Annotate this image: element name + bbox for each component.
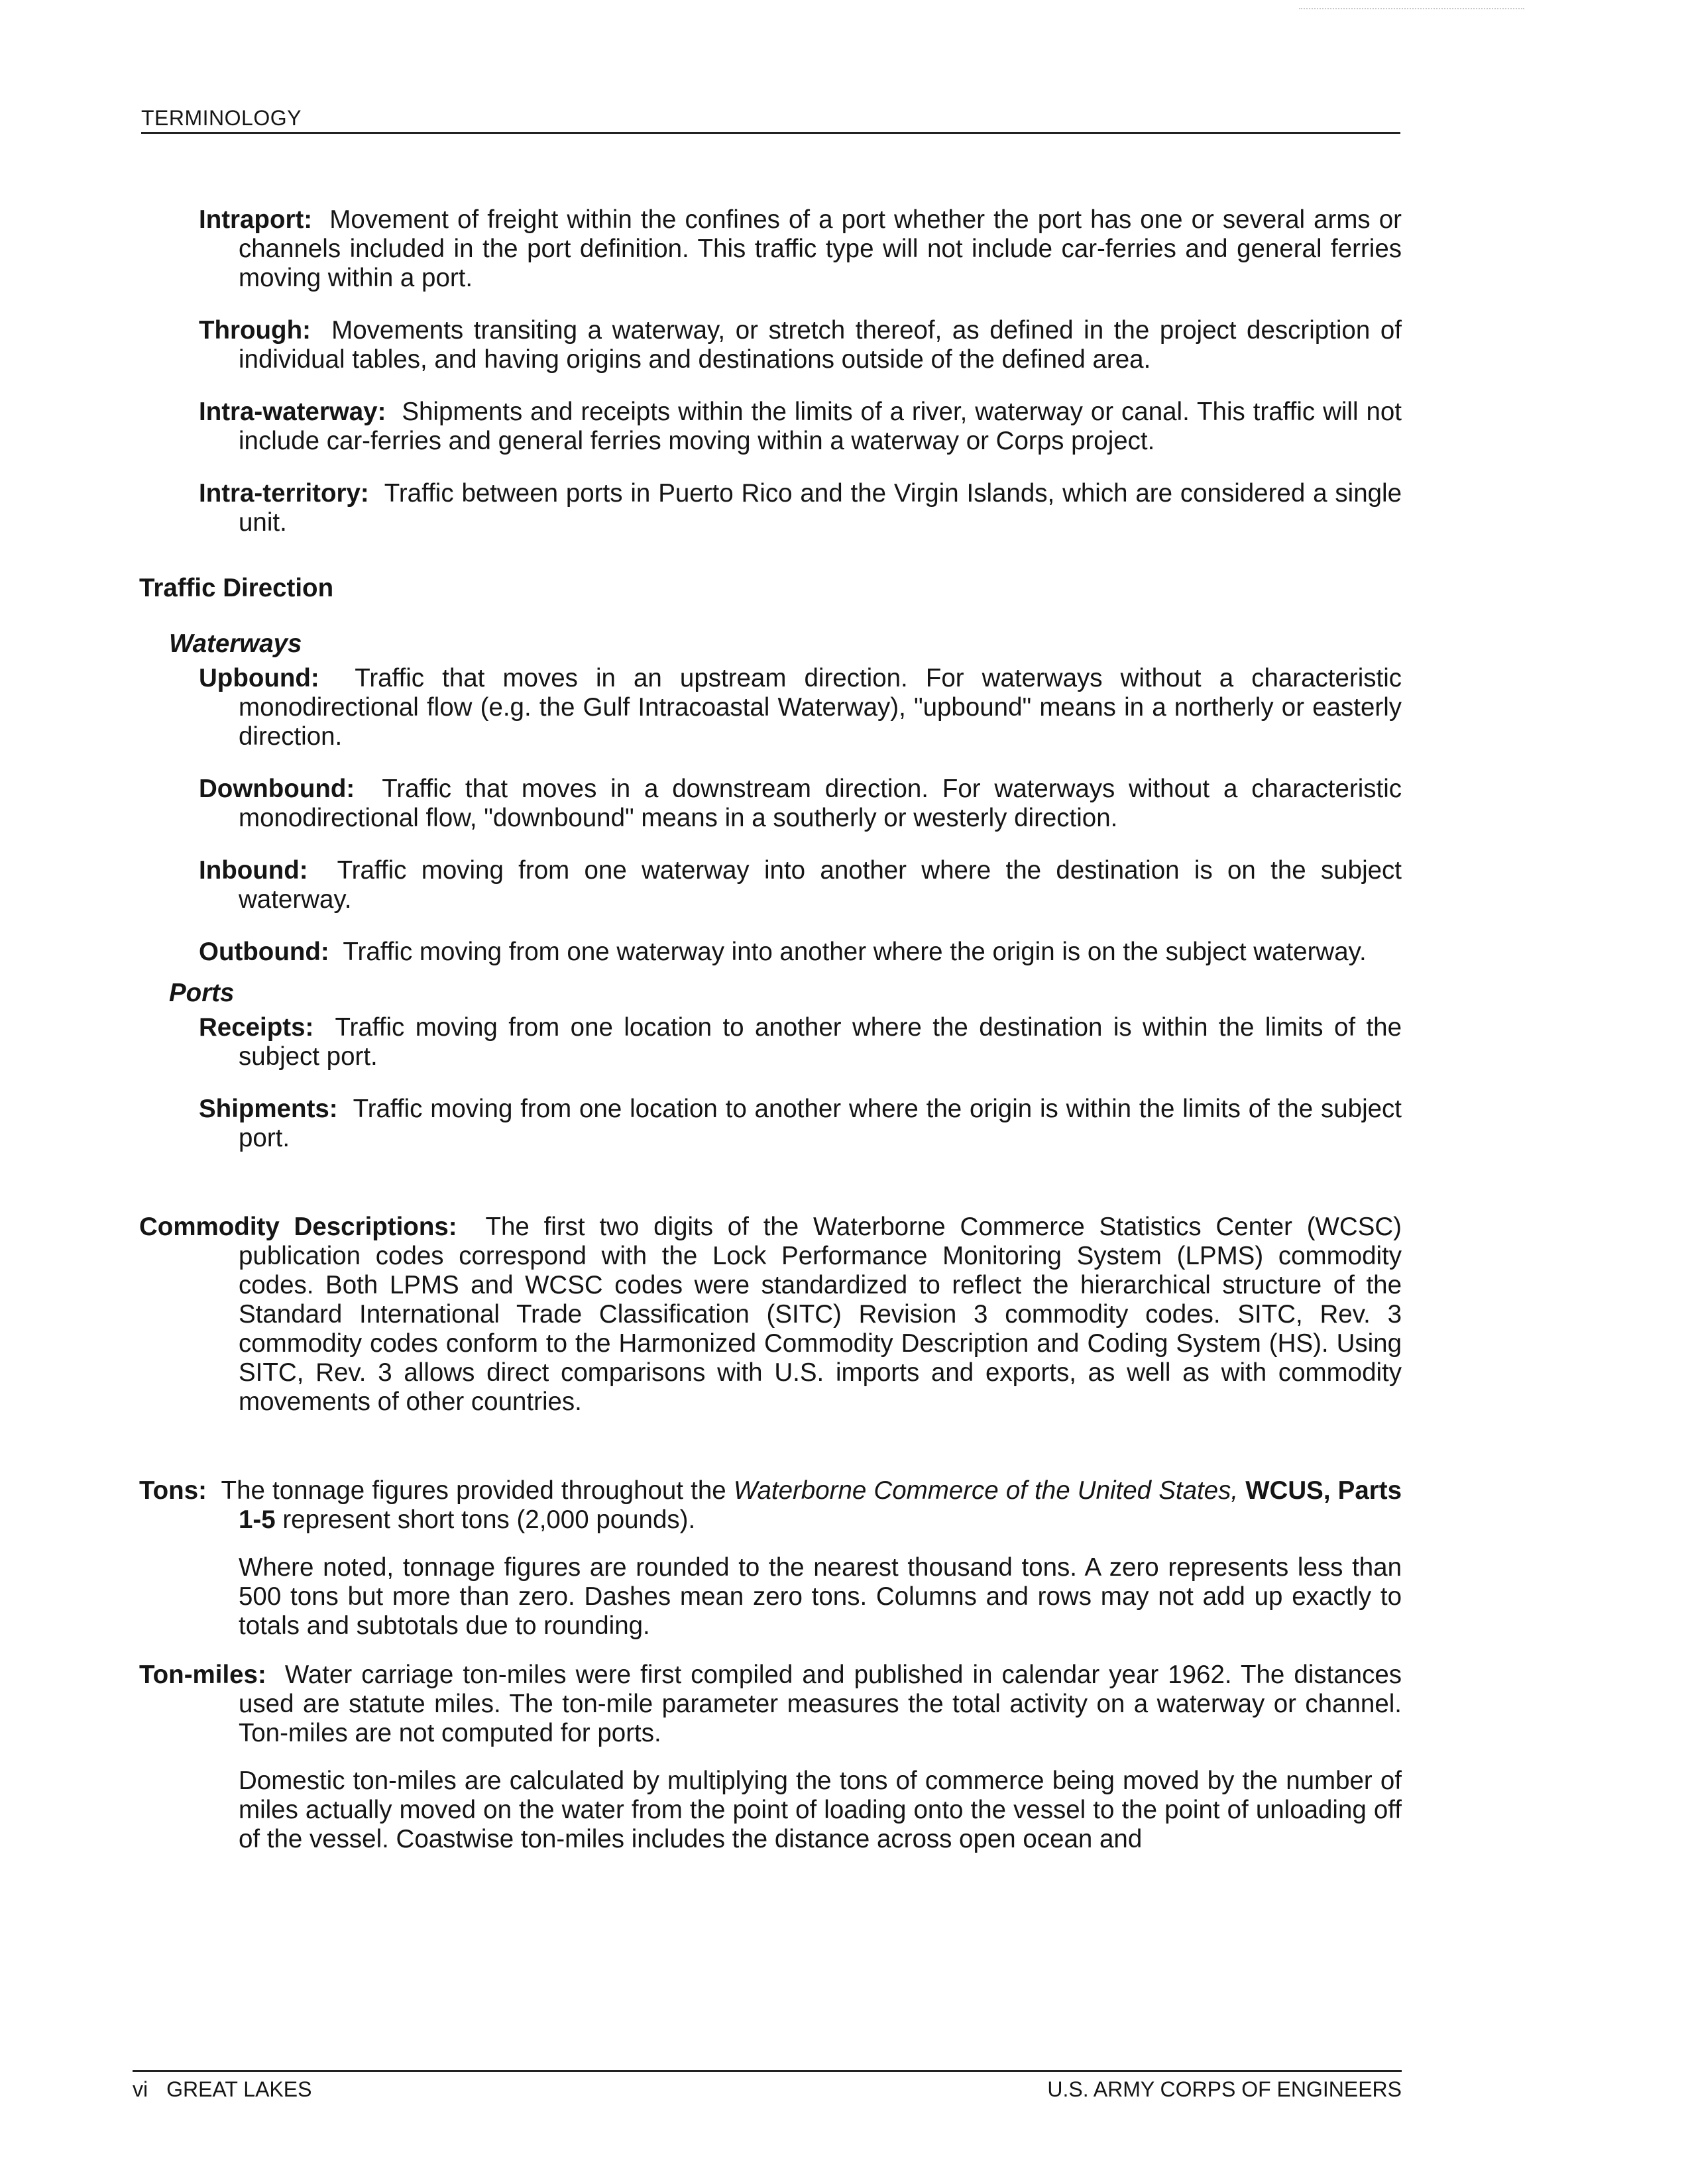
term-definition: Traffic that moves in an upstream direction. For waterways without a characteristic monodirectional flow (e.g. the Gulf Intracoastal Waterway), "upbound" means in a northerly or easterly direction. [239, 664, 1402, 751]
term-label: Inbound: [199, 856, 308, 885]
term-label: Receipts: [199, 1013, 314, 1042]
subsection-ports: Ports [169, 979, 235, 1007]
term-label: Through: [199, 316, 311, 345]
term-label: Intraport: [199, 205, 313, 234]
term-intra-waterway [199, 398, 1402, 456]
term-through [199, 316, 1402, 374]
page-number: vi [133, 2077, 148, 2101]
term-label: Downbound: [199, 775, 355, 803]
publication-title: Waterborne Commerce of the United States, [733, 1476, 1239, 1505]
term-definition: Traffic moving from one waterway into another where the destination is on the subject waterway. [239, 856, 1402, 914]
term-definition: Traffic between ports in Puerto Rico and the Virgin Islands, which are considered a single unit. [239, 479, 1402, 537]
term-upbound [199, 664, 1402, 751]
wcus-parts: WCUS, Parts 1-5 [239, 1476, 1402, 1534]
term-ton-miles [139, 1661, 1402, 1748]
spacer [139, 1440, 1402, 1476]
term-definition: Traffic moving from one waterway into another where the origin is on the subject waterway. [343, 938, 1367, 966]
term-tons [139, 1476, 1402, 1535]
page-content [139, 205, 1402, 1874]
term-label: Tons: [139, 1476, 207, 1505]
spacer [139, 1176, 1402, 1213]
term-definition: Traffic moving from one location to another where the destination is within the limits of the subject port. [239, 1013, 1402, 1071]
term-shipments [199, 1095, 1402, 1153]
term-label: Ton-miles: [139, 1661, 266, 1689]
term-intra-territory [199, 479, 1402, 537]
term-definition: Traffic that moves in a downstream direction. For waterways without a characteristic monodirectional flow, "downbound" means in a southerly or westerly direction. [239, 775, 1402, 832]
tons-text-a: The tonnage figures provided throughout the [221, 1476, 726, 1505]
term-label: Upbound: [199, 664, 319, 692]
subsection-waterways: Waterways [169, 629, 302, 658]
ton-miles-paragraph-2: Domestic ton-miles are calculated by multiplying the tons of commerce being moved by the number of miles actually moved on the water from the point of loading onto the vessel to the point of unloading off of the vessel. Coastwise ton-miles includes the distance across open ocean and [239, 1767, 1402, 1853]
page-header [141, 106, 1400, 134]
term-definition: The first two digits of the Waterborne Commerce Statistics Center (WCSC) publication codes correspond with the Lock Performance Monitoring System (LPMS) commodity codes. Both LPMS and WCSC codes were standardized to reflect the hierarchical structure of the Standard International Trade Classification (SITC) Revision 3 commodity codes. SITC, Rev. 3 commodity codes conform to the Harmonized Commodity Description and Coding System (HS). Using SITC, Rev. 3 allows direct comparisons with U.S. imports and exports, as well as with commodity movements of other countries. [239, 1213, 1402, 1416]
term-inbound [199, 856, 1402, 914]
footer-right-text: U.S. ARMY CORPS OF ENGINEERS [1047, 2077, 1402, 2101]
page-footer [133, 2070, 1402, 2101]
footer-left-text: GREAT LAKES [166, 2077, 312, 2101]
tons-text-b: represent short tons (2,000 pounds). [282, 1505, 696, 1534]
term-outbound [199, 938, 1402, 967]
term-downbound [199, 775, 1402, 833]
term-receipts [199, 1013, 1402, 1071]
term-definition: Water carriage ton-miles were first compiled and published in calendar year 1962. The distances used are statute miles. The ton-mile parameter measures the total activity on a waterway or channel. Ton-miles are not computed for ports. [239, 1661, 1402, 1747]
scan-artifact-line [1299, 8, 1524, 9]
term-definition: Movement of freight within the confines of a port whether the port has one or several arms or channels included in the port definition. This traffic type will not include car-ferries and general ferries moving within a port. [239, 205, 1402, 292]
footer-left [133, 2077, 311, 2102]
term-intraport [199, 205, 1402, 293]
term-definition: Shipments and receipts within the limits of a river, waterway or canal. This traffic will not include car-ferries and general ferries moving within a waterway or Corps project. [239, 398, 1402, 455]
term-label: Intra-waterway: [199, 398, 386, 426]
term-definition: Movements transiting a waterway, or stretch thereof, as defined in the project description of individual tables, and having origins and destinations outside of the defined area. [239, 316, 1402, 374]
term-definition: Traffic moving from one location to another where the origin is within the limits of the subject port. [239, 1095, 1402, 1152]
term-label: Shipments: [199, 1095, 338, 1123]
tons-paragraph-2: Where noted, tonnage figures are rounded to the nearest thousand tons. A zero represents less than 500 tons but more than zero. Dashes mean zero tons. Columns and rows may not add up exactly to totals and subtotals due to rounding. [239, 1553, 1402, 1640]
term-label: Intra-territory: [199, 479, 369, 508]
section-title-traffic-direction: Traffic Direction [139, 574, 334, 602]
term-commodity-descriptions [139, 1213, 1402, 1417]
term-label: Commodity Descriptions: [139, 1213, 457, 1241]
header-title: TERMINOLOGY [141, 106, 302, 130]
term-label: Outbound: [199, 938, 329, 966]
